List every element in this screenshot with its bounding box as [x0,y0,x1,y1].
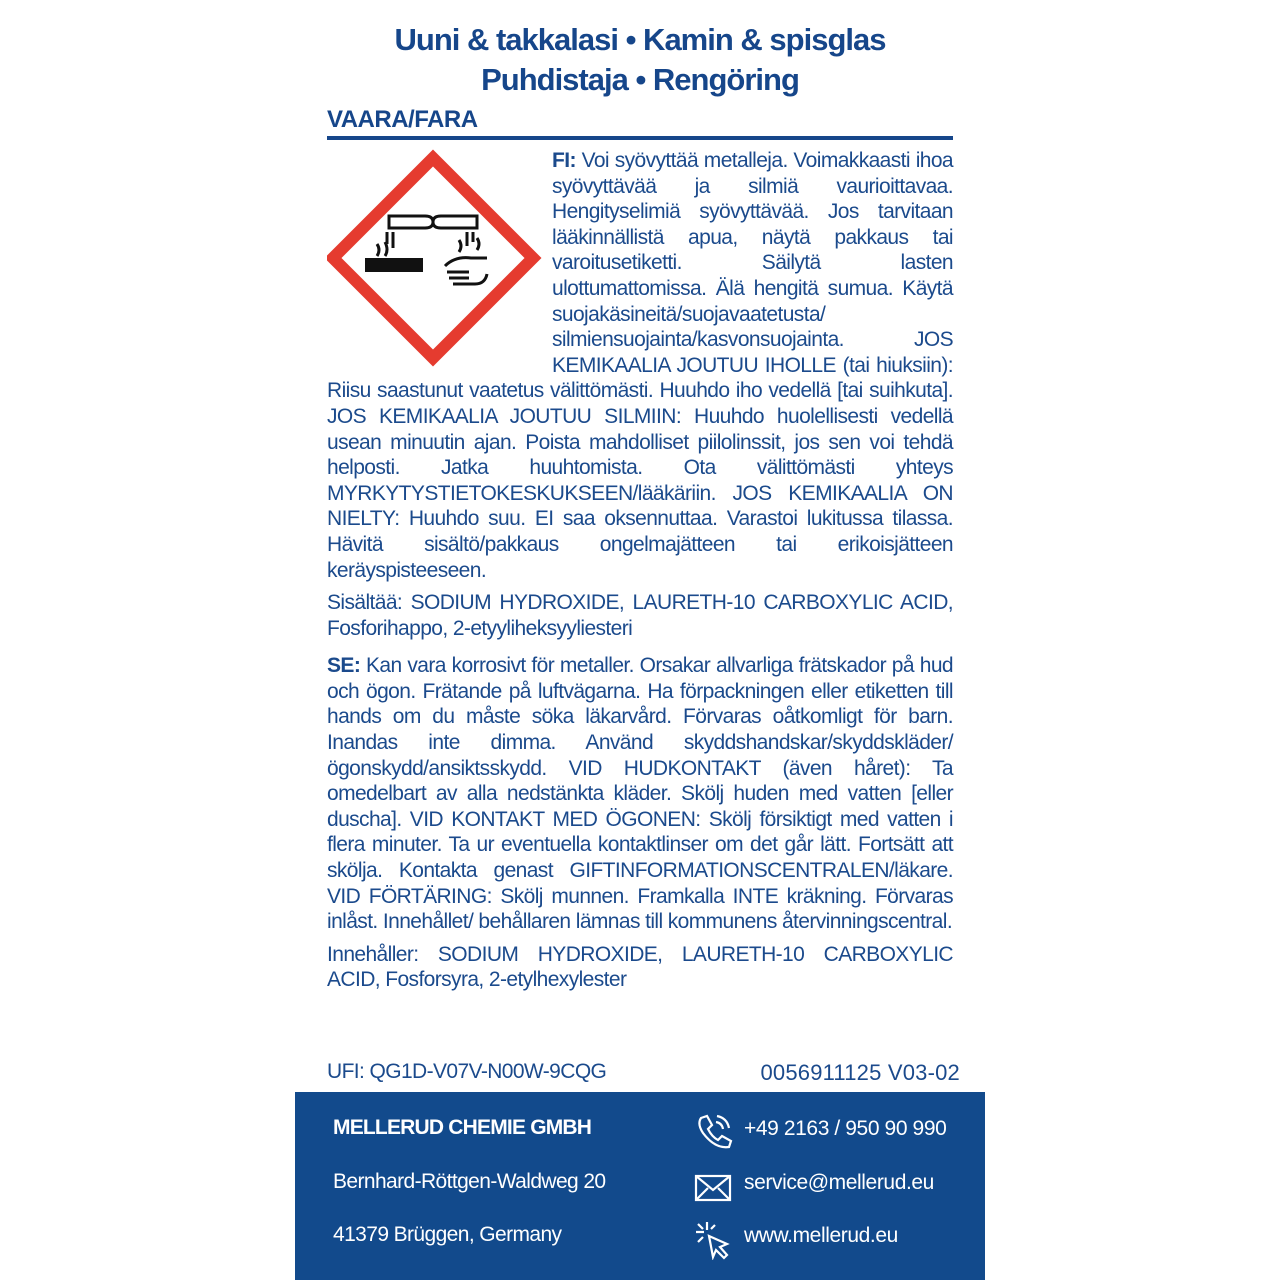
fi-prefix: FI: [552,149,576,172]
ghs05-corrosion-icon [327,148,549,376]
fi-contents: Sisältää: SODIUM HYDROXIDE, LAURETH-10 CARBOXYLIC ACID, Fosforihappo, 2-etyyliheksyyliesteri [327,591,953,640]
signal-word: VAARA/FARA [327,106,478,133]
email-icon [693,1168,733,1208]
product-title: Uuni & takkalasi • Kamin & spisglas [394,22,886,57]
se-section [327,653,953,935]
website-link[interactable]: www.mellerud.eu [744,1224,898,1247]
email-link[interactable]: service@mellerud.eu [744,1171,934,1194]
web-cursor-icon [693,1220,733,1260]
city-address: 41379 Brüggen, Germany [333,1223,562,1246]
street-address: Bernhard-Röttgen-Waldweg 20 [333,1170,606,1193]
se-contents: Innehåller: SODIUM HYDROXIDE, LAURETH-10 CARBOXYLIC ACID, Fosforsyra, 2-etylhexylester [327,942,953,992]
footer [295,1092,985,1280]
se-text: Kan vara korrosivt för metaller. Orsakar allvarliga frätskador på hud och ögon. Frätande på luftvägarna. Ha förpackningen eller etiketten till hands om du måste söka läkarvård. Förvaras oåtkomligt för barn. Inandas inte dimma. Använd skyddshandskar/skyddskläder/ögonskydd/ansiktsskydd. VID HUDKONTAKT (även håret): Ta omedelbart av alla nedstänkta kläder. Skölj huden med vatten [eller duscha]. VID KONTAKT MED ÖGONEN: Skölj försiktigt med vatten i flera minuter. Ta ur eventuella kontaktlinser om det går lätt. Fortsätt att skölja. Kontakta genast GIFTINFORMATIONSCENTRALEN/läkare. VID FÖRTÄRING: Skölj munnen. Framkalla INTE kräkning. Förvaras inlåst. Innehållet/ behållaren lämnas till kommunens återvinningscentral. [327,654,953,934]
ufi-code: UFI: QG1D-V07V-N00W-9CQG [327,1060,607,1083]
phone-number[interactable]: +49 2163 / 950 90 990 [744,1117,947,1140]
se-prefix: SE: [327,654,361,678]
fi-text: Voi syövyttää metalleja. Voimakkaasti ihoa syövyttävää ja silmiä vaurioittavaa. Hengityselimiä syövyttävää. Jos tarvitaan lääkinnällistä apua, näytä pakkaus tai varoitusetiketti. Säilytä lasten ulottumattomissa. Älä hengitä sumua. Käytä suojakäsineitä/suojavaatetusta/ silmiensuojainta/kasvonsuojainta. JOS KEMIKAALIA JOUTUU IHOLLE (tai hiuksiin): Riisu saastunut vaatetus välittömästi. Huuhdo iho vedellä [tai suihkuta]. JOS KEMIKAALIA JOUTUU SILMIIN: Huuhdo huolellisesti vedellä usean minuutin ajan. Poista mahdolliset piilolinssit, jos sen voi tehdä helposti. Jatka huuhtomista. Ota välittömästi yhteys MYRKYTYSTIETOKESKUKSEEN/lääkäriin. JOS KEMIKAALIA ON NIELTY: Huuhdo suu. EI saa oksennuttaa. Varastoi lukitussa tilassa. Hävitä sisältö/pakkaus ongelmajätteen tai erikoisjätteen keräyspisteeseen. [327,149,953,582]
divider [327,136,953,140]
label-text [327,148,953,1000]
product-subtitle: Puhdistaja • Rengöring [481,62,799,97]
phone-icon [693,1112,733,1152]
company-name: MELLERUD CHEMIE GMBH [333,1116,592,1139]
fi-section [327,148,953,583]
product-code: 0056911125 V03-02 [760,1060,960,1085]
